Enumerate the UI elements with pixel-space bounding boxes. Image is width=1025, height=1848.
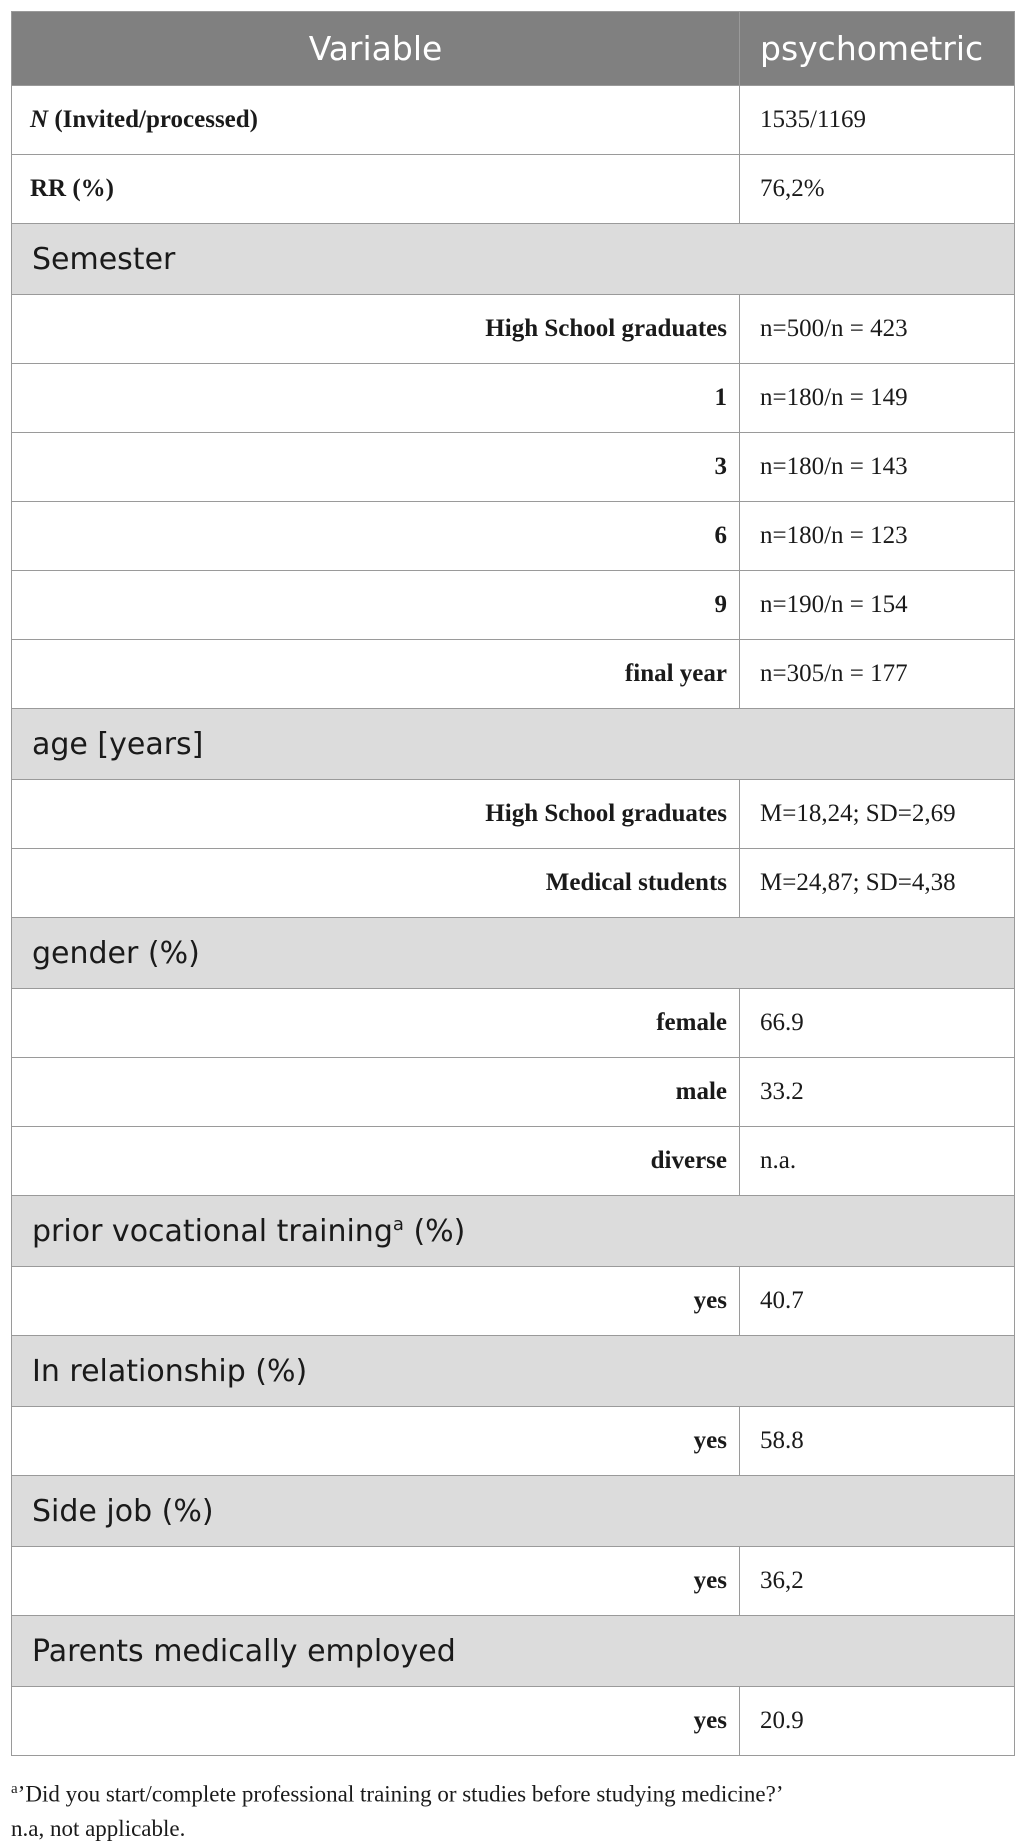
row-label: High School graduates <box>12 295 740 364</box>
table-row <box>12 989 1015 1058</box>
table-body <box>12 86 1015 1756</box>
table-footnotes <box>11 1772 1014 1846</box>
row-label: High School graduates <box>12 780 740 849</box>
row-value: M=18,24; SD=2,69 <box>740 780 1015 849</box>
row-label: male <box>12 1058 740 1127</box>
row-label: female <box>12 989 740 1058</box>
row-label: yes <box>12 1687 740 1756</box>
row-label: yes <box>12 1547 740 1616</box>
footnote-a-text: ’Did you start/complete professional training or studies before studying medicine?’ <box>17 1781 784 1807</box>
demographics-table <box>11 11 1015 1756</box>
row-label: 9 <box>12 571 740 640</box>
row-value: 33.2 <box>740 1058 1015 1127</box>
table-row <box>12 1058 1015 1127</box>
row-value: M=24,87; SD=4,38 <box>740 849 1015 918</box>
row-label: final year <box>12 640 740 709</box>
row-label: diverse <box>12 1127 740 1196</box>
row-value: n=500/n = 423 <box>740 295 1015 364</box>
table-row <box>12 1687 1015 1756</box>
row-label-rest: RR (%) <box>30 175 115 202</box>
header-psychometric: psychometric <box>740 12 1015 86</box>
row-label: yes <box>12 1407 740 1476</box>
row-label: Medical students <box>12 849 740 918</box>
table-row <box>12 1407 1015 1476</box>
section-header-row <box>12 709 1015 780</box>
row-value: n.a. <box>740 1127 1015 1196</box>
row-label: yes <box>12 1267 740 1336</box>
section-title-text: prior vocational training <box>32 1213 393 1249</box>
section-title-footnote-marker: a <box>392 1213 404 1235</box>
table-row <box>12 433 1015 502</box>
row-value: 58.8 <box>740 1407 1015 1476</box>
section-title-text: Parents medically employed <box>32 1633 456 1669</box>
row-value: n=190/n = 154 <box>740 571 1015 640</box>
footnote-na: n.a, not applicable. <box>11 1815 186 1841</box>
section-title-text: Side job (%) <box>32 1493 214 1529</box>
section-title <box>12 224 1015 295</box>
row-value: 76,2% <box>740 155 1015 224</box>
section-title-suffix: (%) <box>403 1213 466 1249</box>
table-row <box>12 849 1015 918</box>
section-title <box>12 1616 1015 1687</box>
section-title-text: In relationship (%) <box>32 1353 308 1389</box>
section-title-text: age [years] <box>32 726 204 762</box>
footnote-a-marker: a <box>11 1781 18 1797</box>
row-value: n=180/n = 123 <box>740 502 1015 571</box>
table-row <box>12 640 1015 709</box>
table-row <box>12 1267 1015 1336</box>
table-row <box>12 780 1015 849</box>
row-label: 6 <box>12 502 740 571</box>
demographics-table-container <box>11 11 1014 1756</box>
table-row <box>12 571 1015 640</box>
section-title-text: gender (%) <box>32 935 200 971</box>
table-row <box>12 502 1015 571</box>
row-label <box>12 86 740 155</box>
section-title <box>12 709 1015 780</box>
row-label <box>12 155 740 224</box>
section-header-row <box>12 1336 1015 1407</box>
table-header-row <box>12 12 1015 86</box>
row-label: 1 <box>12 364 740 433</box>
section-header-row <box>12 1196 1015 1267</box>
row-value: 1535/1169 <box>740 86 1015 155</box>
row-value: 20.9 <box>740 1687 1015 1756</box>
section-title-text: Semester <box>32 241 176 277</box>
row-label-italic: N <box>30 106 49 133</box>
table-row <box>12 155 1015 224</box>
section-header-row <box>12 918 1015 989</box>
footnote-a <box>11 1772 1014 1812</box>
row-value: n=180/n = 149 <box>740 364 1015 433</box>
section-title <box>12 1196 1015 1267</box>
row-value: 36,2 <box>740 1547 1015 1616</box>
row-label: 3 <box>12 433 740 502</box>
row-label-rest: (Invited/processed) <box>48 106 259 133</box>
section-header-row <box>12 1476 1015 1547</box>
table-row <box>12 1547 1015 1616</box>
section-title <box>12 1476 1015 1547</box>
row-value: n=180/n = 143 <box>740 433 1015 502</box>
section-header-row <box>12 224 1015 295</box>
section-header-row <box>12 1616 1015 1687</box>
table-row <box>12 86 1015 155</box>
section-title <box>12 918 1015 989</box>
table-row <box>12 364 1015 433</box>
table-row <box>12 1127 1015 1196</box>
table-row <box>12 295 1015 364</box>
header-variable: Variable <box>12 12 740 86</box>
row-value: 40.7 <box>740 1267 1015 1336</box>
section-title <box>12 1336 1015 1407</box>
row-value: n=305/n = 177 <box>740 640 1015 709</box>
row-value: 66.9 <box>740 989 1015 1058</box>
